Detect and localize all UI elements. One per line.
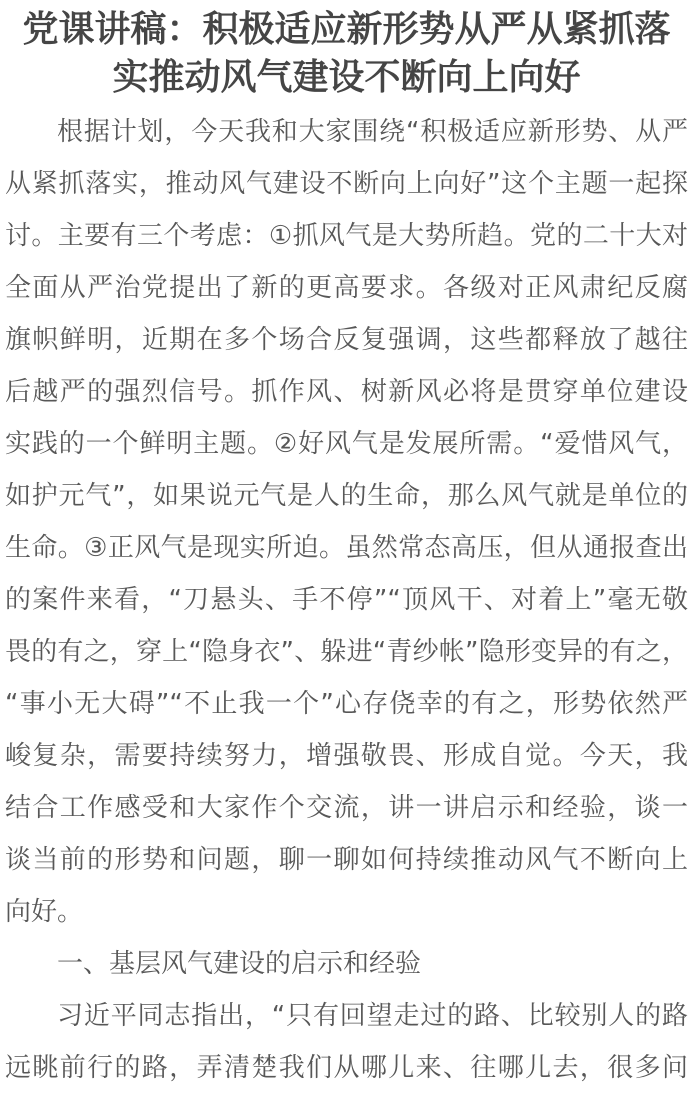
paragraph-1-line: 讨。主要有三个考虑：①抓风气是大势所趋。党的二十大对 [5, 221, 688, 251]
paragraph-1-line: 谈当前的形势和问题，聊一聊如何持续推动风气不断向上 [5, 845, 688, 875]
paragraph-1-line: 畏的有之，穿上“隐身衣”、躲进“青纱帐”隐形变异的有之， [5, 637, 688, 667]
paragraph-2-line: 习近平同志指出，“只有回望走过的路、比较别人的路 [57, 1001, 688, 1031]
paragraph-1-line: 生命。③正风气是现实所迫。虽然常态高压，但从通报查出 [5, 533, 688, 563]
paragraph-1-line: 向好。 [5, 897, 84, 927]
document-body [5, 106, 688, 1094]
document-title-line-2: 实推动风气建设不断向上向好 [112, 57, 581, 98]
document-title-line-1: 党课讲稿：积极适应新形势从严从紧抓落 [22, 9, 671, 50]
paragraph-1-line: 实践的一个鲜明主题。②好风气是发展所需。“爱惜风气， [5, 429, 688, 459]
paragraph-1-line: “事小无大碍”“不止我一个”心存侥幸的有之，形势依然严 [5, 689, 688, 719]
paragraph-1-line: 的案件来看，“刀悬头、手不停”“顶风干、对着上”毫无敬 [5, 585, 688, 615]
paragraph-1-line: 后越严的强烈信号。抓作风、树新风必将是贯穿单位建设 [5, 377, 688, 407]
paragraph-1-line: 根据计划，今天我和大家围绕“积极适应新形势、从严 [57, 117, 688, 147]
paragraph-2-line: 远眺前行的路，弄清楚我们从哪儿来、往哪儿去，很多问 [5, 1053, 688, 1083]
paragraph-1-line: 结合工作感受和大家作个交流，讲一讲启示和经验，谈一 [5, 793, 688, 823]
section-heading-1: 一、基层风气建设的启示和经验 [57, 949, 422, 979]
document-title [5, 6, 688, 102]
paragraph-1-line: 峻复杂，需要持续努力，增强敬畏、形成自觉。今天，我 [5, 741, 688, 771]
paragraph-1-line: 全面从严治党提出了新的更高要求。各级对正风肃纪反腐 [5, 273, 688, 303]
paragraph-1-line: 从紧抓落实，推动风气建设不断向上向好”这个主题一起探 [5, 169, 688, 199]
paragraph-1-line: 如护元气”，如果说元气是人的生命，那么风气就是单位的 [5, 481, 688, 511]
paragraph-1-line: 旗帜鲜明，近期在多个场合反复强调，这些都释放了越往 [5, 325, 688, 355]
